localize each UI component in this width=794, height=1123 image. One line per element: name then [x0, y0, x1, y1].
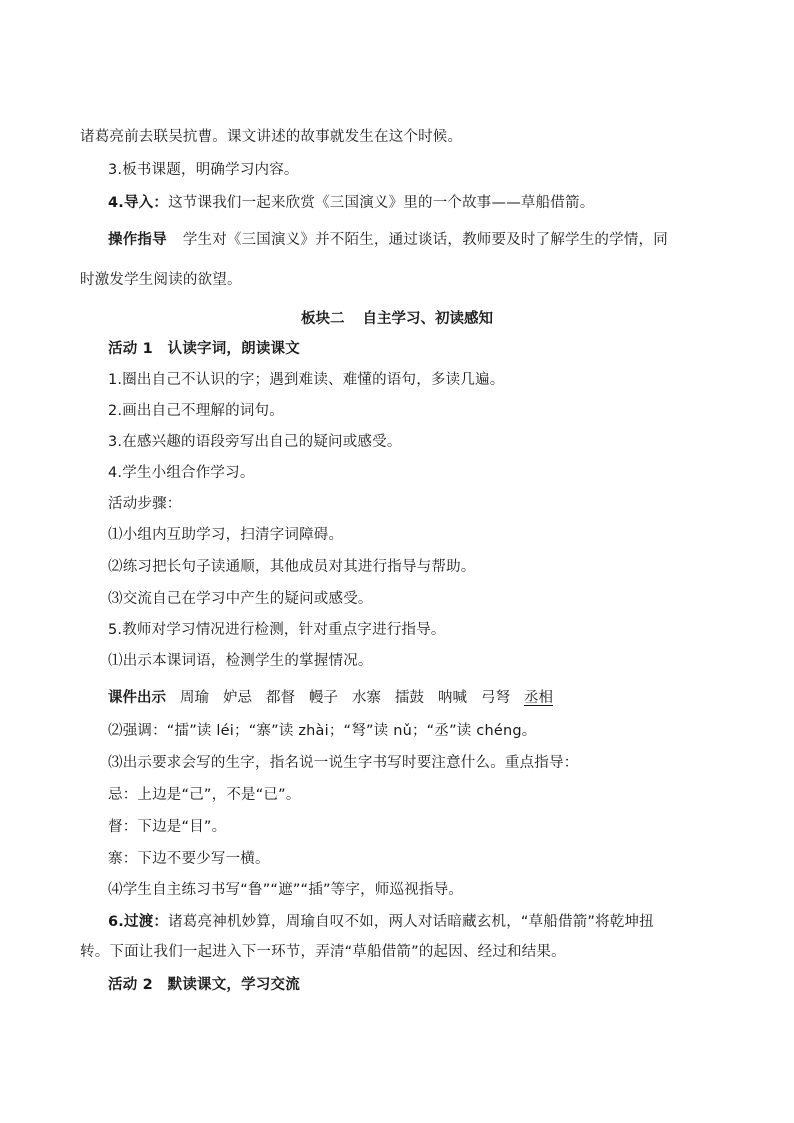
paragraph-line-16: ⑵强调：“擂”读 léi；“寨”读 zhài；“弩”读 nǔ；“丞”读 chéng。 [108, 723, 537, 739]
paragraph-line-6: 1.圈出自己不认识的字；遇到难读、难懂的语句，多读几遍。 [108, 372, 505, 388]
paragraph-line-20: 寨：下边不要少写一横。 [108, 851, 270, 867]
paragraph-line-2: 3.板书课题，明确学习内容。 [108, 162, 299, 178]
paragraph-line-12: ⑵练习把长句子读通顺，其他成员对其进行指导与帮助。 [108, 559, 476, 575]
word-item: 呐喊 [438, 690, 467, 706]
guidance-label: 操作指导 [108, 232, 167, 248]
paragraph-line-4 [108, 230, 668, 250]
word-item: 水寨 [352, 690, 381, 706]
paragraph-line-9: 4.学生小组合作学习。 [108, 465, 255, 481]
paragraph-line-18: 忌：上边是“己”，不是“已”。 [108, 787, 301, 803]
intro-label: 4.导入： [108, 195, 169, 211]
word-item-underlined: 丞相 [524, 690, 553, 706]
paragraph-line-13: ⑶交流自己在学习中产生的疑问或感受。 [108, 591, 373, 607]
section-title-number: 板块二 [301, 311, 345, 327]
activity-1-heading: 活动 1 认读字词，朗读课文 [108, 341, 300, 357]
transition-text: 诸葛亮神机妙算，周瑜自叹不如，两人对话暗藏玄机，“草船借箭”将乾坤扭 [168, 914, 654, 930]
paragraph-line-3 [108, 193, 594, 213]
courseware-words-row [108, 688, 553, 708]
word-item: 弓弩 [481, 690, 510, 706]
word-item: 妒忌 [223, 690, 252, 706]
paragraph-line-10: 活动步骤： [108, 496, 182, 512]
paragraph-line-15: ⑴出示本课词语，检测学生的掌握情况。 [108, 653, 373, 669]
section-title [0, 309, 794, 329]
paragraph-line-14: 5.教师对学习情况进行检测，针对重点字进行指导。 [108, 622, 446, 638]
transition-label: 6.过渡： [108, 914, 169, 930]
guidance-text: 学生对《三国演义》并不陌生，通过谈话，教师要及时了解学生的学情，同 [182, 232, 668, 248]
intro-text: 这节课我们一起来欣赏《三国演义》里的一个故事——草船借箭。 [168, 195, 595, 211]
paragraph-line-8: 3.在感兴趣的语段旁写出自己的疑问或感受。 [108, 434, 402, 450]
word-item: 周瑜 [180, 690, 209, 706]
paragraph-line-19: 督：下边是“目”。 [108, 819, 227, 835]
paragraph-line-21: ⑷学生自主练习书写“鲁”“遮”“插”等字，师巡视指导。 [108, 882, 463, 898]
word-item: 都督 [266, 690, 295, 706]
activity-2-heading: 活动 2 默读课文，学习交流 [108, 977, 300, 993]
paragraph-line-17: ⑶出示要求会写的生字，指名说一说生字书写时要注意什么。重点指导： [108, 755, 579, 771]
paragraph-line-1: 诸葛亮前去联吴抗曹。课文讲述的故事就发生在这个时候。 [80, 129, 463, 145]
paragraph-line-11: ⑴小组内互助学习，扫清字词障碍。 [108, 527, 344, 543]
paragraph-line-22 [108, 912, 654, 932]
paragraph-line-23: 转。下面让我们一起进入下一环节，弄清“草船借箭”的起因、经过和结果。 [80, 944, 566, 960]
word-item: 擂鼓 [395, 690, 424, 706]
courseware-label: 课件出示 [108, 690, 166, 706]
paragraph-line-5: 时激发学生阅读的欲望。 [80, 272, 242, 288]
paragraph-line-7: 2.画出自己不理解的词句。 [108, 403, 284, 419]
word-item: 幔子 [309, 690, 338, 706]
section-title-text: 自主学习、初读感知 [362, 311, 493, 327]
